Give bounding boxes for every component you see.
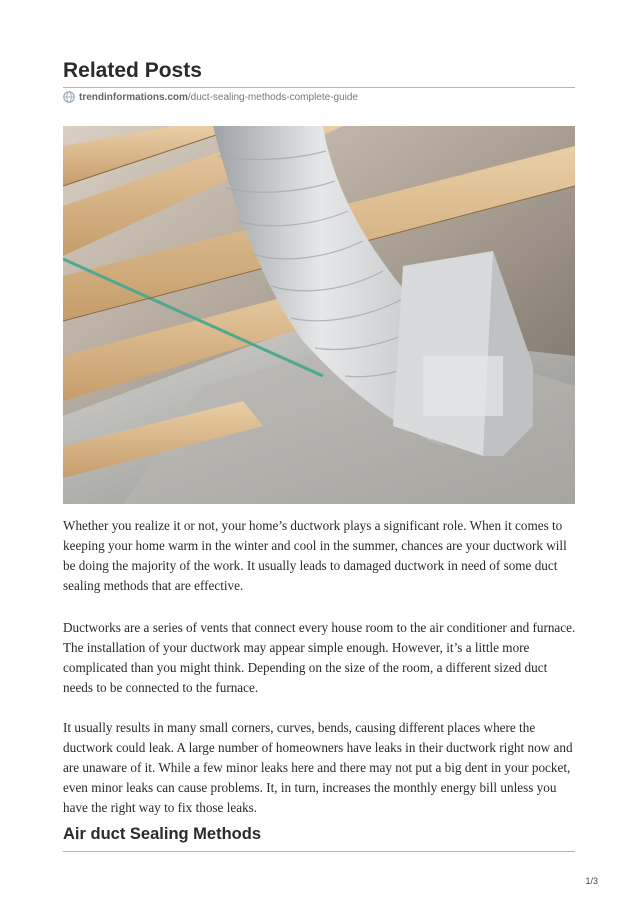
section-title: Related Posts	[63, 59, 202, 82]
source-domain[interactable]: trendinformations.com	[79, 91, 188, 103]
section-heading: Air duct Sealing Methods	[63, 825, 262, 843]
paragraph-1: Whether you realize it or not, your home’s ductwork plays a significant role. When it comes to keeping your home warm in the winter and cool in the summer, chances are your ductwork will be doing the majority of the work. It usually leads to damaged ductwork in need of some duct sealing methods that are effective.	[63, 518, 567, 593]
paragraph-2: Ductworks are a series of vents that connect every house room to the air conditioner and furnace. The installation of your ductwork may appear simple enough. However, it’s a little more complicated than you might think. Depending on the size of the room, a different sized duct needs to be connected to the furnace.	[63, 620, 576, 695]
paragraph-3: It usually results in many small corners, curves, bends, causing different places where the ductwork could leak. A large number of homeowners have leaks in their ductwork right now and are unaware of it. While a few minor leaks here and there may not put a big dent in your pocket, even minor leaks can cause problems. It, in turn, increases the monthly energy bill unless you have the right way to fix those leaks.	[63, 720, 573, 815]
heading-divider	[63, 851, 575, 852]
duct-photo	[63, 126, 575, 504]
source-link[interactable]	[63, 91, 358, 103]
title-divider	[63, 87, 575, 88]
page-number: 1/3	[585, 876, 598, 886]
globe-icon	[63, 91, 75, 103]
source-path[interactable]: /duct-sealing-methods-complete-guide	[187, 91, 358, 103]
